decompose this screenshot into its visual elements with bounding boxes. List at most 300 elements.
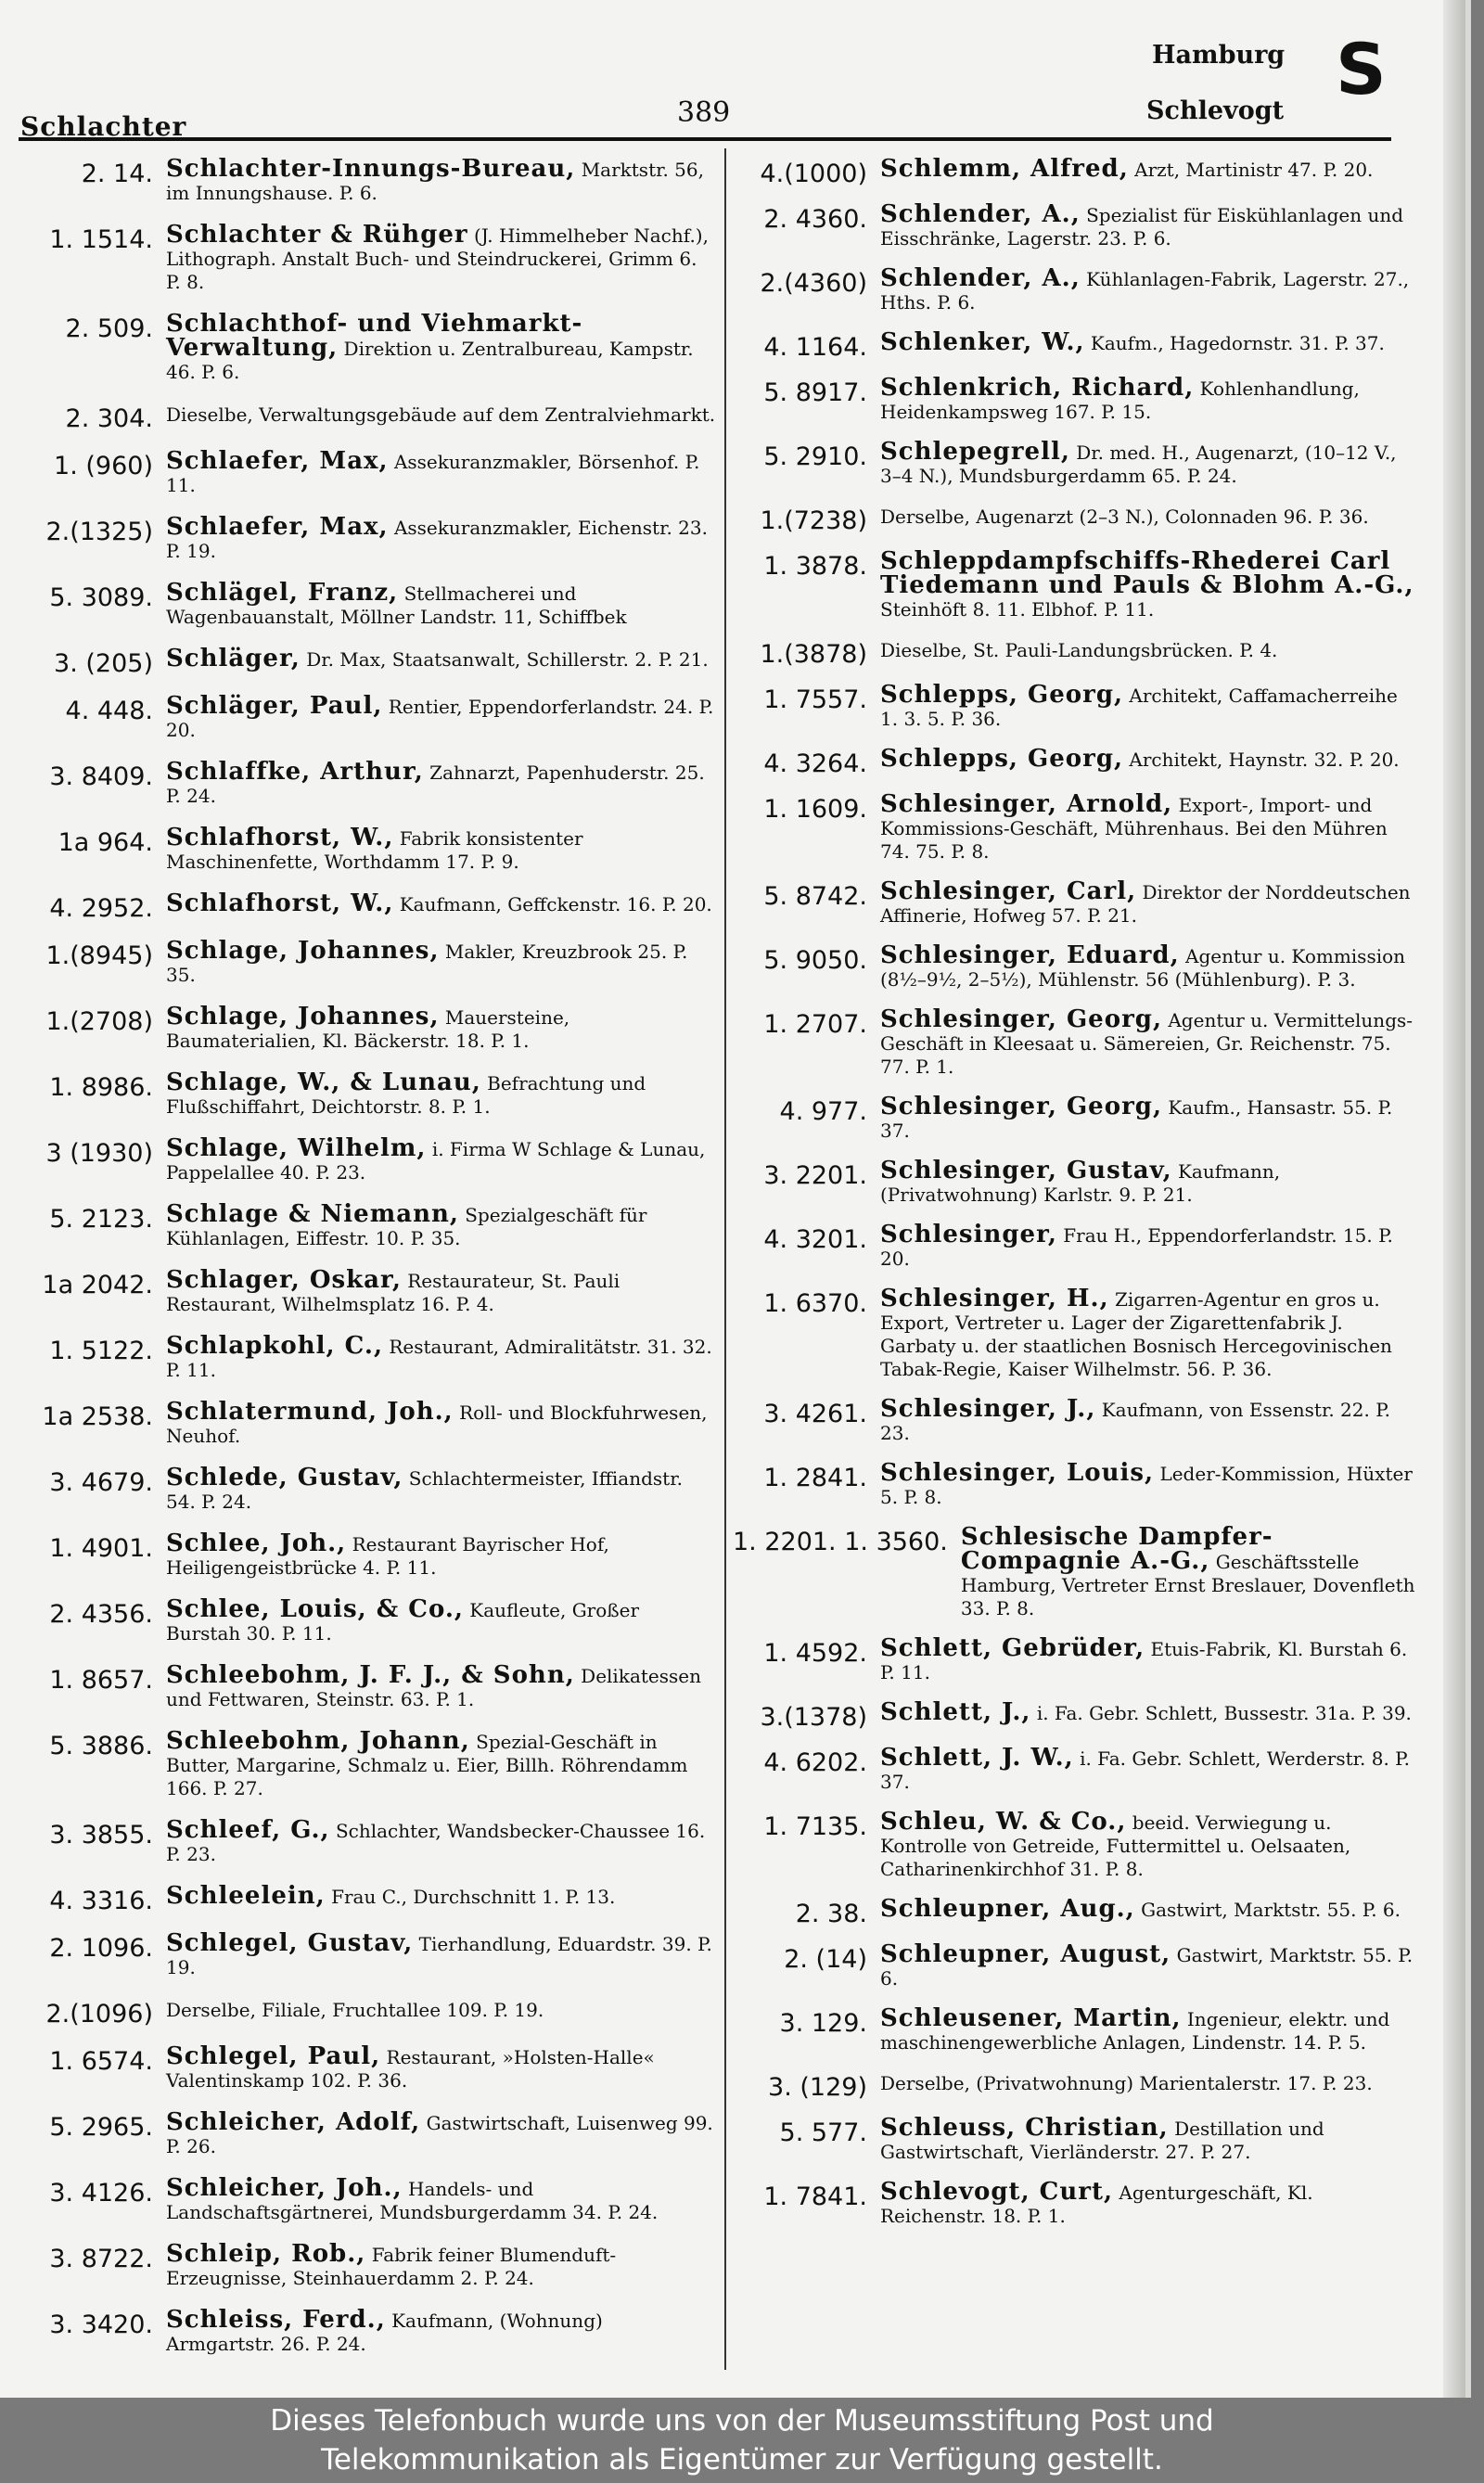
phone-number: 1. 6574. bbox=[49, 2047, 153, 2076]
directory-entry bbox=[733, 329, 1421, 360]
phone-number: 1. 2201. 1. 3560. bbox=[733, 1528, 948, 1556]
directory-entry bbox=[733, 156, 1421, 186]
phone-number: 4. 2952. bbox=[49, 894, 153, 923]
entry-details: Tierhandlung, Eduardstr. 39. P. 19. bbox=[166, 1933, 712, 1978]
header-city: Hamburg bbox=[1152, 41, 1286, 70]
directory-entry bbox=[19, 1596, 716, 1645]
directory-entry bbox=[19, 1465, 716, 1514]
entry-name: Schleebohm, J. F. J., & Sohn, bbox=[166, 1661, 575, 1689]
phone-number: 1. 7557. bbox=[763, 685, 867, 714]
directory-entry bbox=[19, 1530, 716, 1580]
phone-number: 1. 3878. bbox=[763, 552, 867, 581]
entry-details: Arzt, Martinistr 47. P. 20. bbox=[1134, 159, 1374, 181]
entry-details: Architekt, Caffamacherreihe 1. 3. 5. P. 36. bbox=[880, 685, 1398, 730]
directory-entry bbox=[19, 2109, 716, 2158]
directory-entry bbox=[19, 2175, 716, 2224]
entry-details: Direktor der Norddeutschen Affinerie, Hofweg 57. P. 21. bbox=[880, 881, 1411, 927]
directory-entry bbox=[19, 311, 716, 384]
entry-name: Schlevogt, Curt, bbox=[880, 2178, 1114, 2206]
entry-text bbox=[166, 156, 716, 205]
directory-entry bbox=[19, 1004, 716, 1053]
entry-text bbox=[880, 1460, 1421, 1509]
entry-text bbox=[880, 746, 1421, 772]
phone-number: 2. 38. bbox=[795, 1900, 867, 1928]
directory-entry bbox=[19, 1069, 716, 1119]
directory-entry bbox=[19, 1267, 716, 1316]
entry-text bbox=[880, 942, 1421, 992]
entry-details: Mauersteine, Baumaterialien, Kl. Bäckerstr. 18. P. 1. bbox=[166, 1006, 570, 1052]
phone-number: 5. 3089. bbox=[49, 583, 153, 612]
entry-text bbox=[166, 1728, 716, 1800]
phone-number: 4. 448. bbox=[65, 697, 153, 725]
entry-name: Schlesinger, J., bbox=[880, 1395, 1096, 1423]
entry-text bbox=[880, 1396, 1421, 1445]
entry-name: Schlett, J., bbox=[880, 1698, 1031, 1726]
phone-number: 3. (129) bbox=[768, 2073, 867, 2102]
entry-details: Kaufm., Hagedornstr. 31. P. 37. bbox=[1090, 332, 1385, 354]
directory-entry bbox=[733, 201, 1421, 250]
directory-entry bbox=[733, 682, 1421, 731]
entry-text bbox=[880, 201, 1421, 250]
directory-entry bbox=[733, 1896, 1421, 1926]
phone-number: 1. 5122. bbox=[49, 1337, 153, 1365]
phone-number: 3. 4679. bbox=[49, 1468, 153, 1497]
phone-number: 3. 4261. bbox=[763, 1400, 867, 1428]
entry-details: Derselbe, (Privatwohnung) Marientalerstr. 17. P. 23. bbox=[880, 2072, 1373, 2094]
entry-details: Stellmacherei und Wagenbauanstalt, Möllner Landstr. 11, Schiffbek bbox=[166, 582, 627, 628]
entry-details: Agenturgeschäft, Kl. Reichenstr. 18. P. 1. bbox=[880, 2182, 1313, 2227]
entry-text bbox=[880, 2179, 1421, 2228]
phone-number: 1. 2841. bbox=[763, 1464, 867, 1492]
entry-details: Kaufmann, (Wohnung) Armgartstr. 26. P. 24. bbox=[166, 2310, 603, 2355]
directory-entry bbox=[733, 2005, 1421, 2054]
entry-details: Delikatessen und Fettwaren, Steinstr. 63. P. 1. bbox=[166, 1665, 701, 1710]
phone-number: 3. 2201. bbox=[763, 1161, 867, 1190]
phone-number: 1. 7841. bbox=[763, 2182, 867, 2211]
entry-text bbox=[880, 1286, 1421, 1381]
entry-details: Fabrik konsistenter Maschinenfette, Worthdamm 17. P. 9. bbox=[166, 827, 583, 873]
entry-name: Schlegel, Gustav, bbox=[166, 1929, 414, 1957]
entry-details: i. Fa. Gebr. Schlett, Bussestr. 31a. P. 39. bbox=[1036, 1702, 1412, 1724]
directory-entry bbox=[19, 646, 716, 676]
entry-text bbox=[880, 1158, 1421, 1207]
entry-name: Schlage, W., & Lunau, bbox=[166, 1069, 481, 1096]
entry-details: Schlachter, Wandsbecker-Chaussee 16. P. 23. bbox=[166, 1820, 706, 1865]
phone-number: 2. 1096. bbox=[49, 1934, 153, 1963]
directory-entry bbox=[19, 1728, 716, 1800]
directory-entry bbox=[19, 1883, 716, 1913]
entry-details: Ingenieur, elektr. und maschinengewerbliche Anlagen, Lindenstr. 14. P. 5. bbox=[880, 2008, 1390, 2054]
entry-text bbox=[166, 1930, 716, 1979]
entry-text bbox=[880, 1635, 1421, 1684]
entry-details: Geschäftsstelle Hamburg, Vertreter Ernst Breslauer, Dovenfleth 33. P. 8. bbox=[960, 1551, 1415, 1619]
directory-entry bbox=[733, 1396, 1421, 1445]
phone-number: 2. 4356. bbox=[49, 1600, 153, 1629]
entry-details: Etuis-Fabrik, Kl. Burstah 6. P. 11. bbox=[880, 1638, 1408, 1683]
entry-text bbox=[166, 1662, 716, 1711]
entry-text bbox=[880, 2115, 1421, 2164]
entry-text bbox=[880, 439, 1421, 488]
entry-text bbox=[166, 1201, 716, 1250]
phone-number: 2. 304. bbox=[65, 404, 153, 433]
entry-text bbox=[880, 878, 1421, 928]
column-divider bbox=[724, 148, 726, 2370]
entry-text bbox=[880, 1222, 1421, 1271]
phone-number: 3 (1930) bbox=[45, 1139, 153, 1168]
entry-name: Schlesinger, Louis, bbox=[880, 1459, 1155, 1487]
directory-entry bbox=[733, 1524, 1421, 1620]
entry-name: Schlenker, W., bbox=[880, 328, 1085, 356]
entry-details: Dr. Max, Staatsanwalt, Schillerstr. 2. P. 21. bbox=[306, 648, 709, 671]
phone-number: 1. 4592. bbox=[763, 1639, 867, 1668]
phone-number: 5. 577. bbox=[779, 2118, 867, 2147]
page-fold-shadow bbox=[1443, 0, 1465, 2398]
phone-number: 2. 14. bbox=[81, 160, 153, 188]
entry-name: Schlaefer, Max, bbox=[166, 513, 389, 541]
entry-text bbox=[166, 1333, 716, 1382]
entry-text bbox=[880, 1745, 1421, 1794]
entry-text bbox=[880, 503, 1421, 529]
phone-number: 1.(3878) bbox=[760, 640, 867, 669]
entry-text bbox=[961, 1524, 1421, 1620]
phone-number: 1. 2707. bbox=[763, 1010, 867, 1039]
entry-name: Schlage, Wilhelm, bbox=[166, 1134, 427, 1162]
entry-text bbox=[880, 636, 1421, 662]
entry-name: Schlaffke, Arthur, bbox=[166, 758, 424, 786]
entry-name: Schlepegrell, bbox=[880, 438, 1070, 466]
entry-details: Zigarren-Agentur en gros u. Export, Vertreter u. Lager der Zigarettenfabrik J. Garbaty u. der staatlichen Bosnisch Hercegovinischen Tabak-Regie, Kaiser Wilhelmstr. 56. P. 36. bbox=[880, 1288, 1392, 1380]
phone-number: 5. 3886. bbox=[49, 1732, 153, 1760]
entry-details: Direktion u. Zentralbureau, Kampstr. 46. P. 6. bbox=[166, 338, 694, 383]
directory-entry bbox=[19, 938, 716, 987]
directory-entry bbox=[19, 1930, 716, 1979]
entry-name: Schleip, Rob., bbox=[166, 2240, 366, 2268]
entry-details: Assekuranzmakler, Börsenhof. P. 11. bbox=[166, 451, 700, 496]
entry-details: Dieselbe, St. Pauli-Landungsbrücken. P. 4. bbox=[880, 639, 1278, 661]
entry-details: Frau H., Eppendorferlandstr. 15. P. 20. bbox=[880, 1224, 1393, 1270]
directory-entry bbox=[733, 746, 1421, 776]
entry-name: Schleicher, Adolf, bbox=[166, 2108, 421, 2136]
entry-name: Schleuss, Christian, bbox=[880, 2114, 1169, 2142]
entry-name: Schlachter-Innungs-Bureau, bbox=[166, 155, 576, 183]
phone-number: 1. 1514. bbox=[49, 225, 153, 254]
phone-number: 1. 6370. bbox=[763, 1289, 867, 1318]
entry-details: Kaufmann, (Privatwohnung) Karlstr. 9. P. 21. bbox=[880, 1160, 1281, 1206]
entry-text bbox=[166, 1069, 716, 1119]
directory-entry bbox=[19, 448, 716, 497]
entry-name: Schlager, Oskar, bbox=[166, 1266, 402, 1294]
directory-entry bbox=[733, 1699, 1421, 1730]
entry-details: Fabrik feiner Blumenduft-Erzeugnisse, Steinhauerdamm 2. P. 24. bbox=[166, 2244, 617, 2289]
directory-entry bbox=[733, 1094, 1421, 1143]
header-index-letter: S bbox=[1336, 28, 1387, 110]
entry-name: Schlatermund, Joh., bbox=[166, 1398, 454, 1426]
phone-number: 5. 2965. bbox=[49, 2113, 153, 2142]
entry-name: Schlett, Gebrüder, bbox=[880, 1634, 1145, 1662]
directory-entry bbox=[19, 2307, 716, 2356]
phone-number: 2. 509. bbox=[65, 314, 153, 343]
entry-name: Schlachthof- und Viehmarkt-Verwaltung, bbox=[166, 310, 583, 362]
entry-text bbox=[166, 2175, 716, 2224]
directory-entry bbox=[19, 890, 716, 921]
directory-entry bbox=[733, 1941, 1421, 1990]
directory-entry bbox=[733, 1158, 1421, 1207]
entry-text bbox=[166, 890, 716, 916]
entry-name: Schleu, W. & Co., bbox=[880, 1808, 1127, 1836]
entry-text bbox=[166, 1267, 716, 1316]
phone-number: 1a 2538. bbox=[42, 1402, 153, 1431]
phone-number: 1. 8657. bbox=[49, 1666, 153, 1695]
directory-entry bbox=[733, 942, 1421, 992]
directory-entry bbox=[19, 1817, 716, 1866]
directory-entry bbox=[733, 636, 1421, 667]
phone-number: 2. 4360. bbox=[763, 205, 867, 234]
phone-number: 1. 7135. bbox=[763, 1812, 867, 1841]
phone-number: 5. 2910. bbox=[763, 442, 867, 471]
entry-name: Schlage, Johannes, bbox=[166, 937, 440, 965]
directory-entry bbox=[19, 1662, 716, 1711]
entry-name: Schleppdampfschiffs-Rhederei Carl Tiedemann und Pauls & Blohm A.-G., bbox=[880, 547, 1414, 599]
entry-name: Schlegel, Paul, bbox=[166, 2042, 381, 2070]
header-rule bbox=[19, 137, 1391, 141]
phone-number: 2.(1325) bbox=[45, 518, 153, 546]
phone-number: 4. 977. bbox=[779, 1097, 867, 1126]
right-column bbox=[733, 156, 1421, 2243]
entry-details: Kohlenhandlung, Heidenkampsweg 167. P. 15. bbox=[880, 378, 1360, 423]
directory-entry bbox=[733, 1006, 1421, 1079]
entry-name: Schleupner, Aug., bbox=[880, 1895, 1135, 1923]
entry-text bbox=[166, 2109, 716, 2158]
phone-number: 4. 3264. bbox=[763, 749, 867, 778]
entry-details: Restaurant, Admiralitätstr. 31. 32. P. 11. bbox=[166, 1336, 712, 1381]
directory-entry bbox=[733, 878, 1421, 928]
footer-line-1: Dieses Telefonbuch wurde uns von der Museumsstiftung Post und bbox=[270, 2404, 1214, 2438]
entry-name: Schleef, G., bbox=[166, 1816, 330, 1844]
entry-details: Derselbe, Augenarzt (2–3 N.), Colonnaden 96. P. 36. bbox=[880, 506, 1369, 528]
entry-name: Schlage, Johannes, bbox=[166, 1003, 440, 1030]
entry-name: Schleupner, August, bbox=[880, 1940, 1171, 1968]
phone-number: 2.(1096) bbox=[45, 2000, 153, 2029]
phone-number: 1a 2042. bbox=[42, 1271, 153, 1299]
phone-number: 2. (14) bbox=[784, 1945, 867, 1974]
entry-text bbox=[166, 1399, 716, 1448]
phone-number: 4. 6202. bbox=[763, 1748, 867, 1777]
entry-name: Schlapkohl, C., bbox=[166, 1332, 383, 1360]
entry-details: Agentur u. Kommission (8½–9½, 2–5½), Mühlenstr. 56 (Mühlenburg). P. 3. bbox=[880, 945, 1406, 991]
phone-number: 5. 8917. bbox=[763, 378, 867, 407]
entry-name: Schlee, Joh., bbox=[166, 1529, 347, 1557]
entry-details: Kaufmann, von Essenstr. 22. P. 23. bbox=[880, 1399, 1390, 1444]
entry-text bbox=[166, 2241, 716, 2290]
entry-name: Schleiss, Ferd., bbox=[166, 2306, 386, 2334]
entry-text bbox=[166, 514, 716, 563]
entry-details: Restaurant, »Holsten-Halle« Valentinskamp 102. P. 36. bbox=[166, 2046, 655, 2092]
entry-name: Schleusener, Martin, bbox=[880, 2004, 1182, 2032]
phone-number: 3. 4126. bbox=[49, 2179, 153, 2208]
entry-text bbox=[880, 375, 1421, 424]
entry-text bbox=[166, 222, 716, 294]
directory-entry bbox=[19, 825, 716, 874]
entry-details: Schlachtermeister, Iffiandstr. 54. P. 24. bbox=[166, 1467, 683, 1513]
entry-text bbox=[880, 156, 1421, 182]
entry-name: Schlafhorst, W., bbox=[166, 824, 394, 851]
entry-details: Architekt, Haynstr. 32. P. 20. bbox=[1129, 749, 1400, 771]
phone-number: 3. 3420. bbox=[49, 2310, 153, 2339]
phone-number: 1.(7238) bbox=[760, 506, 867, 535]
entry-name: Schlett, J. W., bbox=[880, 1744, 1074, 1772]
entry-details: Befrachtung und Flußschiffahrt, Deichtorstr. 8. P. 1. bbox=[166, 1072, 646, 1118]
directory-entry bbox=[19, 693, 716, 742]
entry-details: Gastwirt, Marktstr. 55. P. 6. bbox=[880, 1944, 1414, 1990]
entry-details: Spezialist für Eiskühlanlagen und Eisschränke, Lagerstr. 23. P. 6. bbox=[880, 204, 1404, 250]
directory-entry bbox=[733, 1745, 1421, 1794]
entry-name: Schlesinger, Carl, bbox=[880, 877, 1137, 905]
entry-name: Schlesinger, H., bbox=[880, 1285, 1109, 1312]
directory-entry bbox=[733, 2069, 1421, 2100]
entry-details: Kaufmann, Geffckenstr. 16. P. 20. bbox=[399, 893, 712, 915]
directory-entry bbox=[19, 759, 716, 808]
phone-number: 1. 8986. bbox=[49, 1073, 153, 1102]
phone-number: 1. (960) bbox=[54, 452, 153, 480]
entry-text bbox=[880, 1699, 1421, 1725]
entry-name: Schlepps, Georg, bbox=[880, 681, 1124, 709]
entry-name: Schleelein, bbox=[166, 1882, 326, 1910]
phone-number: 1.(2708) bbox=[45, 1007, 153, 1036]
directory-entry bbox=[733, 1222, 1421, 1271]
entry-details: Dieselbe, Verwaltungsgebäude auf dem Zentralviehmarkt. bbox=[166, 403, 716, 426]
entry-name: Schlender, A., bbox=[880, 264, 1081, 292]
phone-number: 4. 1164. bbox=[763, 333, 867, 362]
entry-name: Schlepps, Georg, bbox=[880, 745, 1124, 773]
entry-details: beeid. Verwiegung u. Kontrolle von Getreide, Futtermittel u. Oelsaaten, Catharinenkirchhof 31. P. 8. bbox=[880, 1811, 1351, 1880]
directory-entry bbox=[733, 265, 1421, 314]
entry-name: Schlesinger, Georg, bbox=[880, 1093, 1162, 1120]
phone-number: 4. 3201. bbox=[763, 1225, 867, 1254]
entry-details: Spezial-Geschäft in Butter, Margarine, Schmalz u. Eier, Billh. Röhrendamm 166. P. 27. bbox=[166, 1731, 688, 1799]
entry-name: Schlenkrich, Richard, bbox=[880, 374, 1195, 402]
directory-entry bbox=[19, 1333, 716, 1382]
directory-entry bbox=[19, 1135, 716, 1184]
entry-name: Schlemm, Alfred, bbox=[880, 155, 1129, 183]
entry-text bbox=[880, 791, 1421, 864]
phone-number: 3.(1378) bbox=[760, 1703, 867, 1732]
directory-entry bbox=[733, 548, 1421, 621]
entry-name: Schläger, Paul, bbox=[166, 692, 383, 720]
phone-number: 5. 2123. bbox=[49, 1205, 153, 1234]
entry-name: Schlage & Niemann, bbox=[166, 1200, 459, 1228]
entry-text bbox=[166, 1596, 716, 1645]
entry-details: Zahnarzt, Papenhuderstr. 25. P. 24. bbox=[166, 762, 705, 807]
entry-details: Derselbe, Filiale, Fruchtallee 109. P. 19. bbox=[166, 1999, 544, 2021]
entry-details: Restaurant Bayrischer Hof, Heiligengeistbrücke 4. P. 11. bbox=[166, 1533, 609, 1579]
directory-entry bbox=[19, 1201, 716, 1250]
phone-number: 3. 3855. bbox=[49, 1821, 153, 1849]
entry-name: Schläger, bbox=[166, 645, 301, 672]
entry-details: i. Fa. Gebr. Schlett, Werderstr. 8. P. 37. bbox=[880, 1747, 1410, 1793]
entry-name: Schlede, Gustav, bbox=[166, 1464, 403, 1491]
entry-name: Schlesinger, Georg, bbox=[880, 1005, 1162, 1033]
entry-text bbox=[880, 1896, 1421, 1922]
entry-details: i. Firma W Schlage & Lunau, Pappelallee 40. P. 23. bbox=[166, 1138, 706, 1184]
left-column bbox=[19, 156, 716, 2373]
entry-details: Makler, Kreuzbrook 25. P. 35. bbox=[166, 941, 688, 986]
entry-text bbox=[166, 448, 716, 497]
phone-number: 1. 1609. bbox=[763, 795, 867, 824]
entry-text bbox=[880, 1094, 1421, 1143]
entry-name: Schlesische Dampfer-Compagnie A.-G., bbox=[960, 1523, 1273, 1575]
directory-entry bbox=[19, 2043, 716, 2093]
entry-details: Kaufleute, Großer Burstah 30. P. 11. bbox=[166, 1599, 640, 1645]
directory-entry bbox=[733, 1809, 1421, 1881]
entry-text bbox=[166, 693, 716, 742]
entry-text bbox=[880, 2069, 1421, 2095]
entry-text bbox=[166, 401, 716, 427]
entry-text bbox=[880, 329, 1421, 355]
entry-details: Gastwirt, Marktstr. 55. P. 6. bbox=[1141, 1899, 1401, 1921]
entry-name: Schlachter & Rühger bbox=[166, 221, 468, 249]
directory-entry bbox=[19, 401, 716, 431]
footer-notice bbox=[0, 2398, 1484, 2483]
directory-entry bbox=[733, 1460, 1421, 1509]
phone-number: 4.(1000) bbox=[760, 160, 867, 188]
entry-text bbox=[166, 1135, 716, 1184]
phone-number: 3. 8409. bbox=[49, 762, 153, 791]
footer-line-2: Telekommunikation als Eigentümer zur Verfügung gestellt. bbox=[321, 2443, 1163, 2477]
phone-number: 2.(4360) bbox=[760, 269, 867, 298]
entry-name: Schlesinger, bbox=[880, 1221, 1057, 1248]
entry-text bbox=[166, 1004, 716, 1053]
entry-details: Marktstr. 56, im Innungshause. P. 6. bbox=[166, 159, 704, 204]
entry-details: Dr. med. H., Augenarzt, (10–12 V., 3–4 N.), Mundsburgerdamm 65. P. 24. bbox=[880, 442, 1397, 487]
entry-details: Handels- und Landschaftsgärtnerei, Mundsburgerdamm 34. P. 24. bbox=[166, 2178, 659, 2223]
entry-text bbox=[166, 2043, 716, 2093]
entry-name: Schleicher, Joh., bbox=[166, 2174, 403, 2202]
entry-details: Roll- und Blockfuhrwesen, Neuhof. bbox=[166, 1401, 708, 1447]
entry-text bbox=[880, 1006, 1421, 1079]
entry-text bbox=[166, 938, 716, 987]
entry-name: Schlee, Louis, & Co., bbox=[166, 1595, 464, 1623]
directory-entry bbox=[733, 1286, 1421, 1381]
entry-details: Leder-Kommission, Hüxter 5. P. 8. bbox=[880, 1463, 1413, 1508]
entry-details: Restaurateur, St. Pauli Restaurant, Wilhelmsplatz 16. P. 4. bbox=[166, 1270, 620, 1315]
directory-entry bbox=[733, 2115, 1421, 2164]
directory-entry bbox=[19, 514, 716, 563]
header-last-entry: Schlevogt bbox=[1146, 96, 1285, 125]
directory-entry bbox=[733, 439, 1421, 488]
phone-number: 1. 4901. bbox=[49, 1534, 153, 1563]
entry-details: Kühlanlagen-Fabrik, Lagerstr. 27., Hths. P. 6. bbox=[880, 268, 1410, 314]
entry-details: Rentier, Eppendorferlandstr. 24. P. 20. bbox=[166, 696, 714, 741]
directory-entry bbox=[733, 2179, 1421, 2228]
phone-number: 4. 3316. bbox=[49, 1887, 153, 1915]
entry-details: Assekuranzmakler, Eichenstr. 23. P. 19. bbox=[166, 517, 708, 562]
entry-details: Gastwirtschaft, Luisenweg 99. P. 26. bbox=[166, 2112, 713, 2157]
entry-text bbox=[166, 2307, 716, 2356]
entry-name: Schleebohm, Johann, bbox=[166, 1727, 470, 1755]
entry-text bbox=[166, 1883, 716, 1909]
entry-text bbox=[166, 580, 716, 629]
entry-text bbox=[880, 2005, 1421, 2054]
directory-entry bbox=[19, 222, 716, 294]
entry-name: Schlesinger, Gustav, bbox=[880, 1157, 1172, 1184]
entry-text bbox=[166, 311, 716, 384]
directory-entry bbox=[19, 2241, 716, 2290]
entry-details: Export-, Import- und Kommissions-Geschäft, Mührenhaus. Bei den Mühren 74. 75. P. 8. bbox=[880, 794, 1388, 863]
phone-number: 3. 129. bbox=[779, 2009, 867, 2038]
entry-text bbox=[166, 759, 716, 808]
entry-text bbox=[166, 646, 716, 672]
directory-entry bbox=[733, 503, 1421, 533]
